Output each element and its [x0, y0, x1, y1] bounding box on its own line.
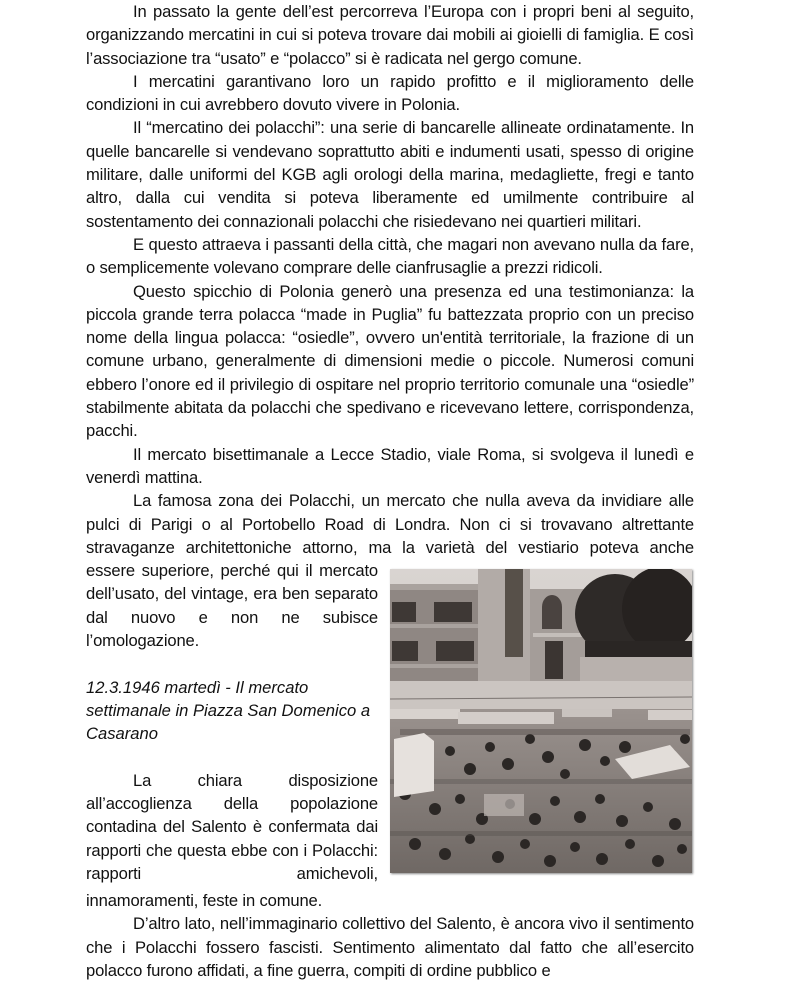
paragraph-2: I mercatini garantivano loro un rapido profitto e il miglioramento delle condizioni in cui avrebbero dovuto vivere in Polonia.: [86, 71, 694, 115]
text-with-photo: [86, 559, 694, 889]
paragraph-8-continuation: innamoramenti, feste in comune.: [86, 891, 323, 911]
paragraph-6: Il mercato bisettimanale a Lecce Stadio, viale Roma, si svolgeva il lunedì e venerdì mattina.: [86, 444, 694, 487]
paragraph-3: Il “mercatino dei polacchi”: una serie di bancarelle allineate ordinatamente. In quelle bancarelle si vendevano soprattutto abiti e indumenti usati, spesso di origine militare, dalle uniformi del KGB agli orologi della marina, medagliette, fregi e tanto altro, dalla cui vendita si poteva liberamente ed umilmente contribuire al sostentamento dei connazionali polacchi che risiedevano nei quartieri militari.: [86, 118, 694, 231]
market-photo: [390, 569, 692, 873]
photo-caption: 12.3.1946 martedì - Il mercato settimanale in Piazza San Domenico a Casarano: [86, 677, 371, 744]
paragraph-9: D’altro lato, nell’immaginario collettivo del Salento, è ancora vivo il sentimento che i Polacchi fossero fascisti. Sentimento alimentato dal fatto che all’esercito polacco furono affidati, a fine guerra, compiti di ordine pubblico e: [86, 914, 694, 981]
document-page: [86, 0, 694, 982]
paragraph-1: In passato la gente dell’est percorreva l’Europa con i propri beni al seguito, organizzando mercatini in cui si poteva trovare dai mobili ai gioielli di famiglia. E così l’associazione tra “usato” e “polacco” si è radicata nel gergo comune.: [86, 2, 694, 68]
paragraph-8: La chiara disposizione all’accoglienza della popolazione contadina del Salento è confermata dai rapporti che questa ebbe con i Polacchi: rapporti amichevoli,: [86, 770, 378, 883]
paragraph-4: E questo attraeva i passanti della città, che magari non avevano nulla da fare, o semplicemente volevano comprare delle cianfrusaglie a prezzi ridicoli.: [86, 234, 694, 278]
paragraph-5: Questo spicchio di Polonia generò una presenza ed una testimonianza: la piccola grande terra polacca “made in Puglia” fu battezzata proprio con un preciso nome della lingua polacca: “osiedle”, ovvero un'entità territoriale, la frazione di un comune urbano, generalmente di dimensioni medie o piccole. Numerosi comuni ebbero l’onore ed il privilegio di ospitare nel proprio territorio comunale una “osiedle” stabilmente abitata da polacchi che spedivano e ricevevano lettere, corrispondenza, pacchi.: [86, 281, 694, 441]
paragraph-7: La famosa zona dei Polacchi, un mercato che nulla aveva da invidiare alle pulci di Parigi o al Portobello Road di Londra. Non ci si trovavano altrettante stravaganze architettoniche attorno, ma la varietà del vestiario poteva anche: [86, 491, 694, 557]
left-text-column: [86, 559, 378, 885]
paragraph-7-continuation: essere superiore, perché qui il mercato dell’usato, del vintage, era ben separato dal nuovo e non ne subisce l’omologazione.: [86, 561, 378, 651]
market-photo-illustration: [390, 569, 692, 873]
